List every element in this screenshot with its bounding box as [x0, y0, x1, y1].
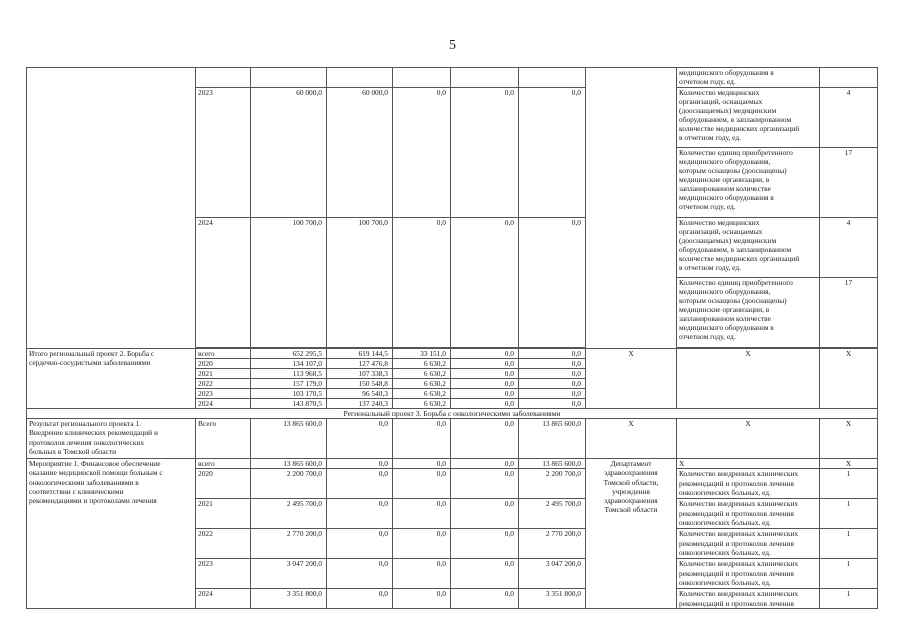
amount-cell: 0,0	[393, 469, 451, 499]
indicator-cell: медицинского оборудования в отчетном году, ед.	[677, 68, 820, 88]
amount-cell: 127 476,8	[327, 359, 393, 369]
x-mark: X	[586, 349, 677, 409]
amount-cell: 60 000,0	[327, 88, 393, 218]
amount-cell: 0,0	[327, 559, 393, 589]
indicator-cell: Количество медицинских организаций, оснащаемых (дооснащаемых) медицинским оборудованием, в запланированном количестве медицинских организаций в отчетном году, ед.	[677, 88, 820, 148]
page-number: 5	[449, 38, 456, 53]
x-mark: X	[820, 419, 878, 459]
indicator-value: 1	[820, 559, 878, 589]
year-cell: 2023	[196, 389, 251, 399]
row-title: Результат регионального проекта 1. Внедрение клинических рекомендаций и протоколов лечения онкологических больных в Томской области	[27, 419, 196, 459]
amount-cell: 13 865 600,0	[519, 419, 586, 459]
amount-cell: 2 770 200,0	[519, 529, 586, 559]
executor-cell	[586, 68, 677, 349]
amount-cell: 2 495 700,0	[519, 499, 586, 529]
amount-cell: 0,0	[327, 499, 393, 529]
amount-cell: 0,0	[451, 399, 519, 409]
amount-cell: 13 865 600,0	[251, 459, 327, 469]
amount-cell: 0,0	[451, 379, 519, 389]
amount-cell: 0,0	[393, 559, 451, 589]
indicator-cell: Количество единиц приобретенного медицинского оборудования, которым оснащены (дооснащены) медицинские организации, в запланированном количестве медицинского оборудования в отчетном году, ед.	[677, 278, 820, 348]
amount-cell: 0,0	[519, 218, 586, 348]
amount-cell: 143 870,5	[251, 399, 327, 409]
row-title: Мероприятие 1. Финансовое обеспечение оказание медицинской помощи больным с онкологическими заболеваниями в соответствии с клиническими рекомендациями и протоколами лечения	[27, 459, 196, 608]
year-cell: всего	[196, 349, 251, 359]
amount-cell: 0,0	[451, 499, 519, 529]
indicator-cell: Количество единиц приобретенного медицинского оборудования, которым оснащены (дооснащены) медицинские организации, в запланированном количестве медицинского оборудования в отчетном году, ед.	[677, 148, 820, 218]
x-mark: X	[820, 349, 878, 409]
amount-cell: 100 700,0	[251, 218, 327, 348]
amount-cell: 13 865 600,0	[519, 459, 586, 469]
amount-cell: 0,0	[327, 459, 393, 469]
indicator-cell: Количество внедренных клинических рекомендаций и протоколов лечения онкологических больных, ед.	[677, 499, 820, 529]
amount-cell: 157 179,0	[251, 379, 327, 389]
section-title: Региональный проект 3. Борьба с онкологическими заболеваниями	[27, 409, 878, 419]
amount-cell: 0,0	[393, 529, 451, 559]
amount-cell: 3 047 200,0	[251, 559, 327, 589]
amount-cell: 60 000,0	[251, 88, 327, 218]
amount-cell: 150 548,8	[327, 379, 393, 389]
amount-cell: 0,0	[451, 369, 519, 379]
amount-cell: 0,0	[519, 88, 586, 218]
amount-cell: 652 295,5	[251, 349, 327, 359]
amount-cell: 13 865 600,0	[251, 419, 327, 459]
year-cell: 2023	[196, 88, 251, 218]
amount-cell: 3 351 800,0	[519, 589, 586, 608]
amount-cell: 0,0	[519, 379, 586, 389]
amount-cell: 0,0	[451, 529, 519, 559]
table-row	[27, 68, 878, 88]
indicator-cell: Количество внедренных клинических рекомендаций и протоколов лечения онкологических больных, ед.	[677, 559, 820, 589]
amount-cell: 0,0	[451, 589, 519, 608]
amount-cell: 0,0	[327, 469, 393, 499]
amount-cell: 107 338,3	[327, 369, 393, 379]
indicator-value: 4	[820, 218, 878, 278]
amount-cell: 0,0	[327, 419, 393, 459]
amount-cell: 0,0	[393, 88, 451, 218]
indicator-value: 1	[820, 469, 878, 499]
amount-cell: 103 170,5	[251, 389, 327, 399]
amount-cell: 0,0	[451, 419, 519, 459]
amount-cell: 3 351 800,0	[251, 589, 327, 608]
amount-cell: 0,0	[393, 589, 451, 608]
amount-cell: 3 047 200,0	[519, 559, 586, 589]
indicator-cell: Количество медицинских организаций, оснащаемых (дооснащаемых) медицинским оборудованием, в запланированном количестве медицинских организаций в отчетном году, ед.	[677, 218, 820, 278]
year-cell: 2023	[196, 559, 251, 589]
amount-cell: 0,0	[519, 359, 586, 369]
amount-cell: 0,0	[451, 349, 519, 359]
indicator-value: 17	[820, 278, 878, 348]
amount-cell: 6 630,2	[393, 379, 451, 389]
year-cell: 2020	[196, 469, 251, 499]
amount-cell: 0,0	[327, 589, 393, 608]
amount-cell: 0,0	[519, 369, 586, 379]
x-mark: X	[677, 419, 820, 459]
amount-cell: 0,0	[451, 359, 519, 369]
amount-cell: 0,0	[451, 559, 519, 589]
amount-cell: 96 540,3	[327, 389, 393, 399]
year-cell: всего	[196, 459, 251, 469]
year-cell: 2021	[196, 499, 251, 529]
indicator-cell: X	[677, 459, 820, 469]
table-row	[27, 459, 878, 469]
amount-cell: 0,0	[519, 389, 586, 399]
amount-cell: 113 968,5	[251, 369, 327, 379]
year-cell: 2022	[196, 379, 251, 389]
x-mark: X	[677, 349, 820, 409]
year-cell: 2020	[196, 359, 251, 369]
amount-cell: 0,0	[519, 399, 586, 409]
amount-cell: 2 200 700,0	[519, 469, 586, 499]
amount-cell: 0,0	[451, 469, 519, 499]
year-cell: 2021	[196, 369, 251, 379]
amount-cell: 0,0	[451, 88, 519, 218]
year-cell: 2022	[196, 529, 251, 559]
row-title: Итого региональный проект 2. Борьба с сердечно-сосудистыми заболеваниями	[27, 349, 196, 409]
year-cell: 2024	[196, 589, 251, 608]
indicator-value: 1	[820, 499, 878, 529]
amount-cell: 33 151,0	[393, 349, 451, 359]
amount-cell: 0,0	[327, 529, 393, 559]
amount-cell: 6 630,2	[393, 359, 451, 369]
indicator-value: 1	[820, 589, 878, 608]
amount-cell: 137 240,3	[327, 399, 393, 409]
executor-cell: Департамент здравоохранения Томской области, учреждения здравоохранения Томской области	[586, 459, 677, 608]
indicator-value: X	[820, 459, 878, 469]
amount-cell: 2 200 700,0	[251, 469, 327, 499]
amount-cell: 6 630,2	[393, 369, 451, 379]
year-cell: 2024	[196, 399, 251, 409]
amount-cell: 619 144,5	[327, 349, 393, 359]
amount-cell: 134 107,0	[251, 359, 327, 369]
table-row	[27, 419, 878, 459]
indicator-cell: Количество внедренных клинических рекомендаций и протоколов лечения	[677, 589, 820, 608]
amount-cell: 100 700,0	[327, 218, 393, 348]
indicator-value: 4	[820, 88, 878, 148]
indicator-cell: Количество внедренных клинических рекомендаций и протоколов лечения онкологических больных, ед.	[677, 529, 820, 559]
empty-cell	[27, 68, 196, 349]
amount-cell: 2 770 200,0	[251, 529, 327, 559]
amount-cell: 6 630,2	[393, 389, 451, 399]
amount-cell: 0,0	[393, 499, 451, 529]
amount-cell: 0,0	[451, 459, 519, 469]
amount-cell: 0,0	[393, 419, 451, 459]
amount-cell: 6 630,2	[393, 399, 451, 409]
year-cell: Всего	[196, 419, 251, 459]
amount-cell: 0,0	[393, 218, 451, 348]
amount-cell: 0,0	[451, 389, 519, 399]
indicator-value: 17	[820, 148, 878, 218]
section-row	[27, 409, 878, 419]
indicator-value: 1	[820, 529, 878, 559]
amount-cell: 0,0	[519, 349, 586, 359]
table-row	[27, 349, 878, 359]
amount-cell: 0,0	[393, 459, 451, 469]
indicator-cell: Количество внедренных клинических рекомендаций и протоколов лечения онкологических больных, ед.	[677, 469, 820, 499]
year-cell: 2024	[196, 218, 251, 348]
financing-table	[26, 67, 878, 609]
x-mark: X	[586, 419, 677, 459]
amount-cell: 2 495 700,0	[251, 499, 327, 529]
amount-cell: 0,0	[451, 218, 519, 348]
